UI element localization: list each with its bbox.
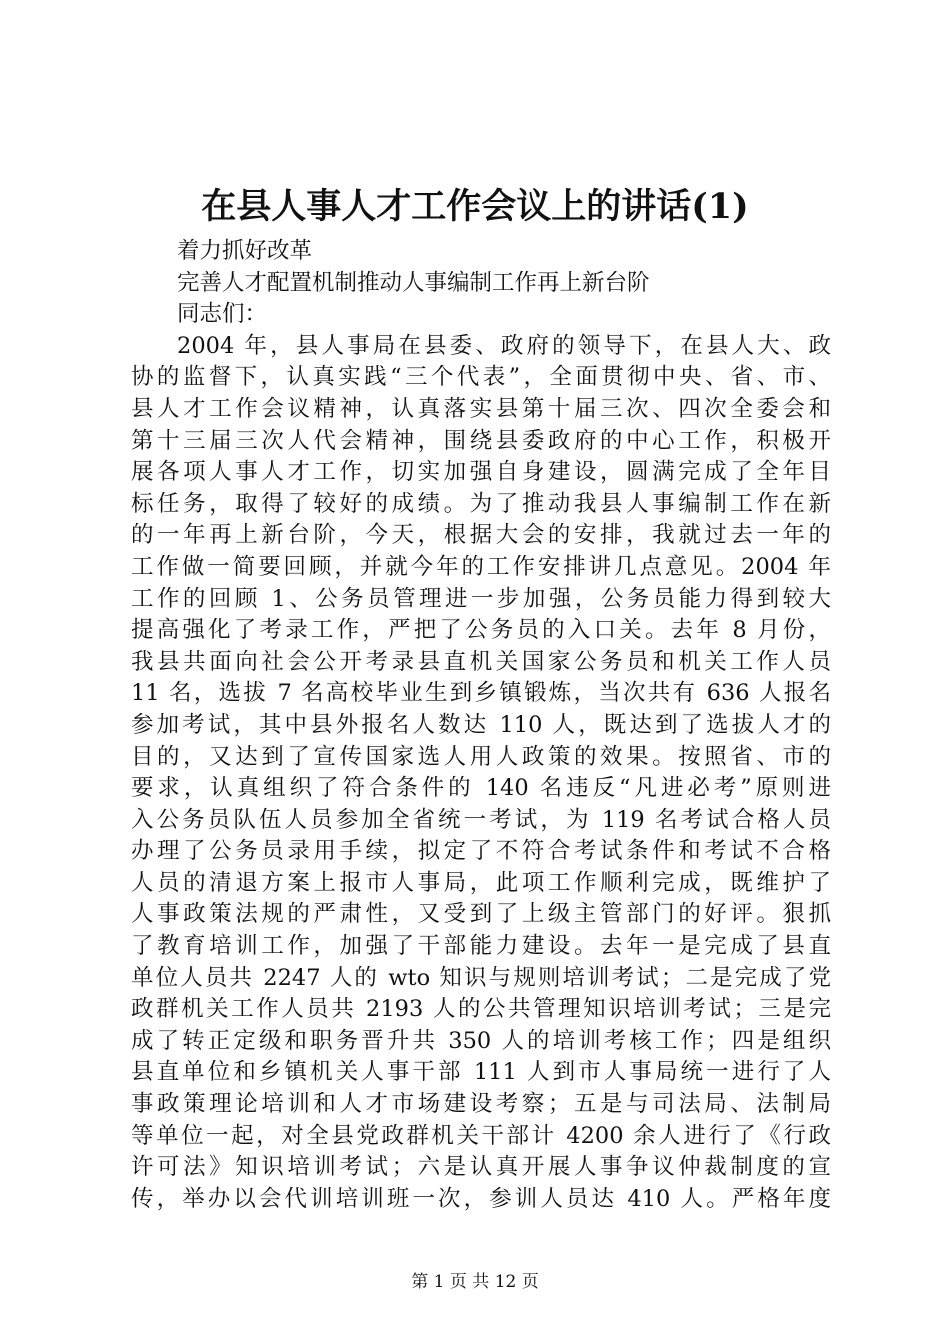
paragraph-line: 提高强化了考录工作，严把了公务员的入口关。去年 8 月份， <box>131 617 831 644</box>
paragraph-line: 参加考试，其中县外报名人数达 110 人，既达到了选拔人才的 <box>131 711 831 738</box>
paragraph-line: 人事政策法规的严肃性，又受到了上级主管部门的好评。狠抓 <box>131 901 831 928</box>
paragraph-line: 传，举办以会代训培训班一次，参训人员达 410 人。严格年度 <box>131 1185 831 1212</box>
paragraph-line: 协的监督下，认真实践“三个代表”，全面贯彻中央、省、市、 <box>131 364 831 391</box>
paragraph-line: 2004 年，县人事局在县委、政府的领导下，在县人大、政 <box>177 332 831 359</box>
paragraph-line: 县直单位和乡镇机关人事干部 111 人到市人事局统一进行了人 <box>131 1059 831 1086</box>
paragraph-line: 标任务，取得了较好的成绩。为了推动我县人事编制工作在新 <box>131 490 831 517</box>
paragraph-line: 政群机关工作人员共 2193 人的公共管理知识培训考试；三是完 <box>131 996 831 1023</box>
paragraph-line: 成了转正定级和职务晋升共 350 人的培训考核工作；四是组织 <box>131 1027 831 1054</box>
paragraph-line: 等单位一起，对全县党政群机关干部计 4200 余人进行了《行政 <box>131 1122 831 1149</box>
paragraph-line: 县人才工作会议精神，认真落实县第十届三次、四次全委会和 <box>131 395 831 422</box>
subtitle-line-1: 着力抓好改革 <box>177 238 313 264</box>
subtitle-line-2: 完善人才配置机制推动人事编制工作再上新台阶 <box>177 269 650 296</box>
salutation: 同志们： <box>177 301 268 328</box>
paragraph-line: 工作的回顾 1、公务员管理进一步加强，公务员能力得到较大 <box>131 585 831 612</box>
document-body <box>131 236 831 1215</box>
paragraph-line: 许可法》知识培训考试；六是认真开展人事争议仲裁制度的宣 <box>131 1154 831 1181</box>
paragraph-line: 目的，又达到了宣传国家选人用人政策的效果。按照省、市的 <box>131 743 831 770</box>
paragraph-line: 办理了公务员录用手续，拟定了不符合考试条件和考试不合格 <box>131 838 831 865</box>
paragraph-line: 单位人员共 2247 人的 wto 知识与规则培训考试；二是完成了党 <box>131 964 831 991</box>
paragraph-line: 了教育培训工作，加强了干部能力建设。去年一是完成了县直 <box>131 933 831 960</box>
paragraph-line: 11 名，选拔 7 名高校毕业生到乡镇锻炼，当次共有 636 人报名 <box>131 680 831 707</box>
paragraph-line: 我县共面向社会公开考录县直机关国家公务员和机关工作人员 <box>131 648 831 675</box>
paragraph-line: 的一年再上新台阶，今天，根据大会的安排，我就过去一年的 <box>131 522 831 549</box>
paragraph-line: 第十三届三次人代会精神，围绕县委政府的中心工作，积极开 <box>131 427 831 454</box>
paragraph-line: 事政策理论培训和人才市场建设考察；五是与司法局、法制局 <box>131 1091 831 1118</box>
page-title: 在县人事人才工作会议上的讲话(1) <box>201 186 749 227</box>
paragraph-line: 人员的清退方案上报市人事局，此项工作顺利完成，既维护了 <box>131 869 831 896</box>
paragraph-line: 工作做一简要回顾，并就今年的工作安排讲几点意见。2004 年 <box>131 553 831 580</box>
paragraph-line: 展各项人事人才工作，切实加强自身建设，圆满完成了全年目 <box>131 459 831 486</box>
paragraph-line: 要求，认真组织了符合条件的 140 名违反“凡进必考”原则进 <box>131 775 831 802</box>
page-footer: 第 1 页 共 12 页 <box>411 1272 539 1292</box>
paragraph-line: 入公务员队伍人员参加全省统一考试，为 119 名考试合格人员 <box>131 806 831 833</box>
